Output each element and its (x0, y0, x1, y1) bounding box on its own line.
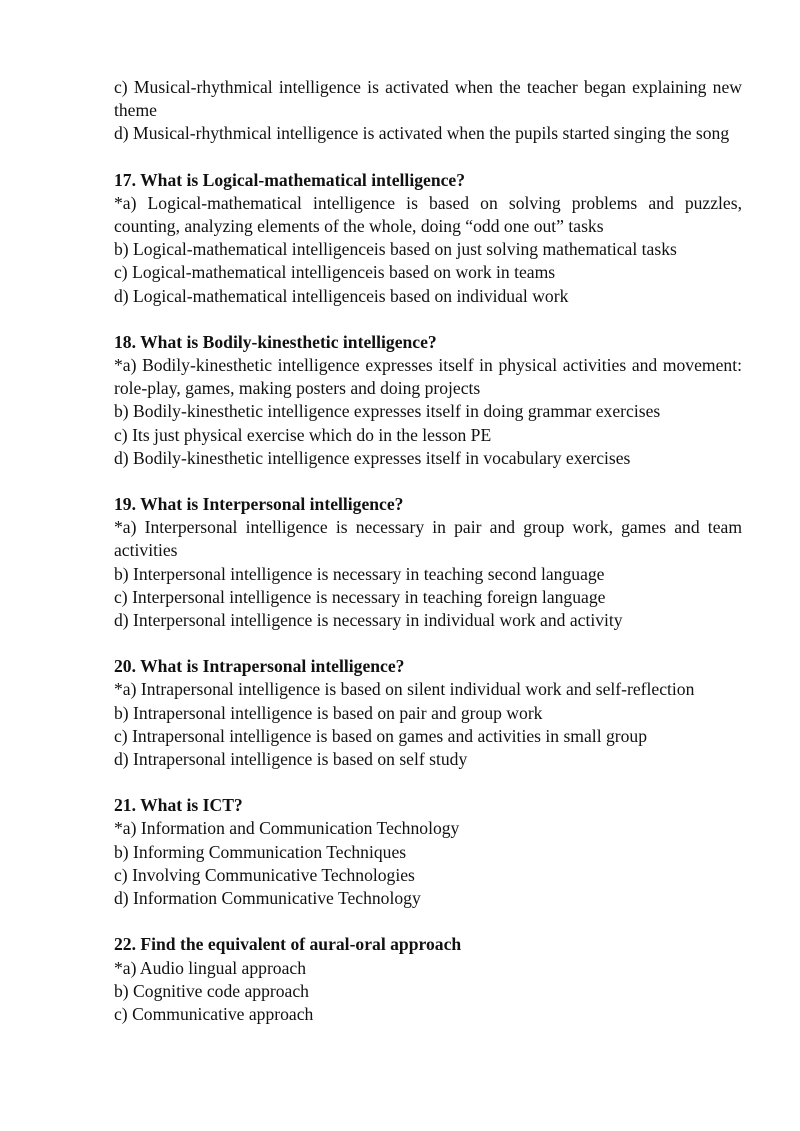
option-text: c) Logical-mathematical intelligenceis based on work in teams (114, 262, 556, 283)
question-block-21 (114, 794, 742, 910)
option-text: *a) Information and Communication Technology (114, 818, 460, 839)
option-text: c) Involving Communicative Technologies (114, 864, 415, 885)
question-block-20 (114, 655, 742, 771)
option-text: d) Logical-mathematical intelligenceis based on individual work (114, 285, 569, 306)
question-block-22 (114, 933, 742, 1026)
option-text: *a) Audio lingual approach (114, 957, 307, 978)
option-text: c) Intrapersonal intelligence is based on games and activities in small group (114, 725, 648, 746)
question-title: 18. What is Bodily-kinesthetic intelligence? (114, 331, 437, 352)
option-text: c) Communicative approach (114, 1003, 314, 1024)
option-text: b) Interpersonal intelligence is necessary in teaching second language (114, 563, 605, 584)
option-text: b) Informing Communication Techniques (114, 841, 407, 862)
option-text: b) Logical-mathematical intelligenceis based on just solving mathematical tasks (114, 239, 677, 260)
option-text: b) Cognitive code approach (114, 980, 309, 1001)
question-title: 20. What is Intrapersonal intelligence? (114, 656, 405, 677)
question-title: 17. What is Logical-mathematical intelligence? (114, 169, 466, 190)
question-block-17 (114, 169, 742, 308)
continued-options (114, 76, 742, 146)
option-text: *a) Logical-mathematical intelligence is based on solving problems and puzzles, counting, analyzing elements of the whole, doing “odd one out” tasks (114, 192, 742, 237)
option-text: d) Interpersonal intelligence is necessary in individual work and activity (114, 610, 623, 631)
option-text: *a) Interpersonal intelligence is necessary in pair and group work, games and team activities (114, 517, 742, 561)
option-text: c) Musical-rhythmical intelligence is activated when the teacher began explaining new theme (114, 77, 742, 121)
option-text: b) Intrapersonal intelligence is based on pair and group work (114, 702, 543, 723)
option-text: d) Intrapersonal intelligence is based on self study (114, 749, 468, 770)
document-page (114, 76, 742, 1026)
question-title: 22. Find the equivalent of aural-oral approach (114, 934, 462, 955)
option-text: d) Information Communicative Technology (114, 888, 421, 909)
option-text: c) Interpersonal intelligence is necessary in teaching foreign language (114, 586, 606, 607)
option-text: *a) Bodily-kinesthetic intelligence expresses itself in physical activities and movement: role-play, games, making posters and doing projects (114, 355, 742, 399)
question-title: 21. What is ICT? (114, 795, 243, 816)
option-text: *a) Intrapersonal intelligence is based on silent individual work and self-reflection (114, 679, 695, 700)
question-title: 19. What is Interpersonal intelligence? (114, 494, 404, 515)
question-block-19 (114, 493, 742, 632)
option-text: b) Bodily-kinesthetic intelligence expresses itself in doing grammar exercises (114, 401, 661, 422)
question-block-18 (114, 331, 742, 470)
option-text: d) Musical-rhythmical intelligence is activated when the pupils started singing the song (114, 123, 730, 144)
option-text: d) Bodily-kinesthetic intelligence expresses itself in vocabulary exercises (114, 447, 631, 468)
option-text: c) Its just physical exercise which do in the lesson PE (114, 424, 492, 445)
